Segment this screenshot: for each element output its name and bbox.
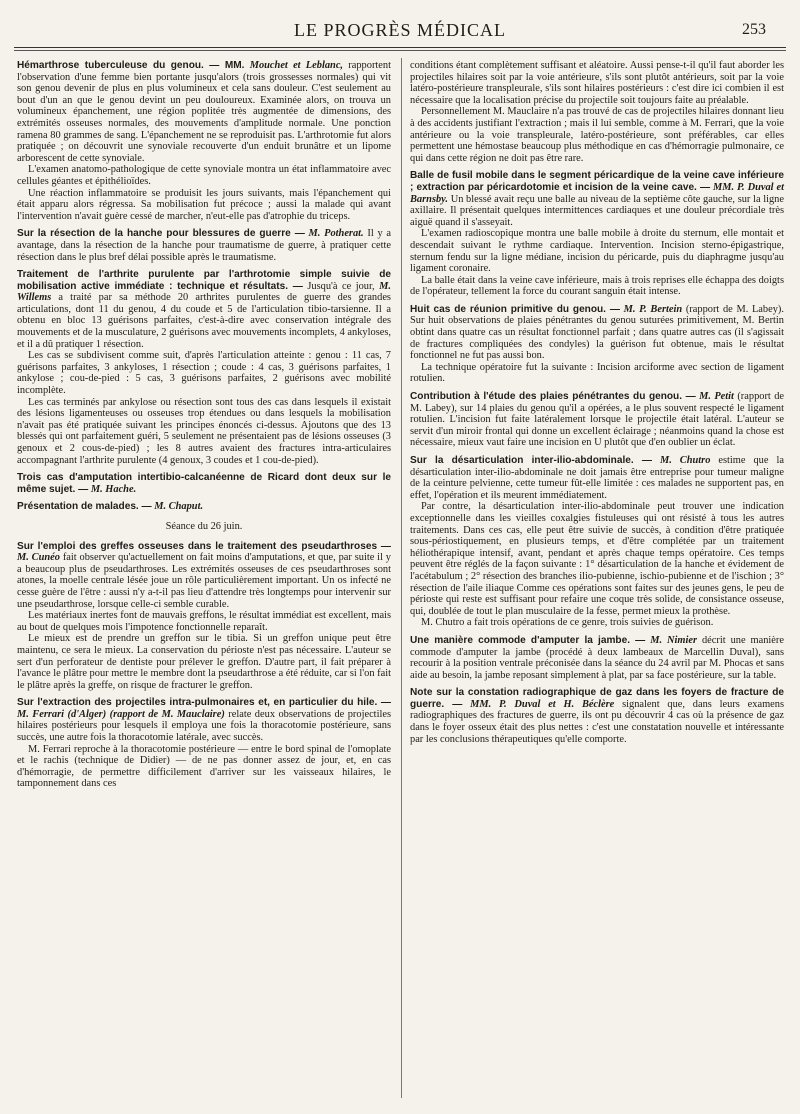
article-text: estime que la désarticulation inter-ilio-abdominale ne doit jamais être entreprise pour tumeur maligne de la ceinture pelvienne, cette tumeur fût-elle limitée : ces malades ne supportent pas, en effet, l'opération et ils meurent immédiatement. bbox=[410, 455, 784, 501]
article-lead bbox=[410, 455, 784, 501]
article-lead bbox=[17, 501, 391, 513]
article-authors: M. Hache. bbox=[90, 483, 137, 495]
article-title: Huit cas de réunion primitive du genou. — bbox=[410, 303, 620, 315]
header-rule bbox=[14, 47, 786, 48]
article-authors: M. Potherat. bbox=[308, 228, 364, 240]
article-title: Sur la désarticulation inter-ilio-abdominale. — bbox=[410, 455, 652, 466]
article-lead bbox=[17, 697, 391, 743]
journal-title: LE PROGRÈS MÉDICAL bbox=[293, 20, 506, 40]
article-desarticulation bbox=[410, 455, 784, 629]
article-authors: M. Petit bbox=[699, 391, 734, 403]
article-text: (rapport de M. Labey). Sur huit observations de plaies pénétrantes du genou suturées primitivement, M. Bertin obtint dans quatre cas un résultat fonctionnel parfait ; dans quatre autres cas (il s'agissait de fractures compliquées des condyles) la guérison fut obtenue, mais le résultat fonctionnel ne fut pas aussi bon. bbox=[410, 303, 784, 362]
article-title: Traitement de l'arthrite purulente par l'arthrotomie simple suivie de mobilisation active immédiate : technique et résultats. — bbox=[17, 269, 391, 292]
paragraph: M. Ferrari reproche à la thoracotomie postérieure — entre le bord spinal de l'omoplate et le rachis (technique de Didier) — de ne pas donner assez de jour, et, en cas d'hémorragie, de permettre difficilement d'arriver sur les vaisseaux hilaires, le tamponnement dans ces bbox=[17, 743, 391, 790]
article-reunion-genou bbox=[410, 304, 784, 385]
article-lead bbox=[410, 170, 784, 228]
article-projectiles-pulmonaires bbox=[17, 697, 391, 790]
paragraph: La balle était dans la veine cave inférieure, mais à trois reprises elle échappa des doigts de l'opérateur, tellement la force du courant sanguin était intense. bbox=[410, 274, 784, 298]
article-title: Sur la résection de la hanche pour blessures de guerre — bbox=[17, 228, 305, 240]
article-text: rapportent l'observation d'une femme bien portante jusqu'alors (trois grossesses normales) qui vit son genou devenir de plus en plus volumineux et cela sans douleur. C'est seulement au bout d'un an que le genou devint un peu douloureux. Examinée alors, on trouva un volumineux épanchement, une région poplitée très augmentée de dimensions, des extrémités osseuses normales, des mouvements d'amplitude normale. Une ponction ramena 80 grammes de sang. L'épanchement ne se reproduisit pas. L'arthrotomie fut alors pratiquée ; on découvrit une synoviale recouverte d'un enduit brunâtre et un lipome arborescent de cette synoviale. bbox=[17, 60, 391, 164]
article-text: décrit une manière commode d'amputer la jambe (procédé à deux lambeaux de Marcellin Duval), sans recourir à la position ventrale préconisée dans la séance du 24 avril par M. Phocas et sans aide au besoin, la jambe reposant simplement à plat, par sa face postérieure, sur la table. bbox=[410, 634, 784, 681]
article-amputer-jambe bbox=[410, 635, 784, 681]
article-balle-veine-cave bbox=[410, 170, 784, 298]
session-heading: Séance du 26 juin. bbox=[165, 520, 243, 532]
article-text: relate deux observations de projectiles hilaires postérieurs pour lesquels il employa une fois la thoracotomie postérieure, sans succès, une autre fois la thoracotomie latérale, avec succès. bbox=[17, 708, 391, 744]
article-lead bbox=[410, 304, 784, 362]
article-authors: M. P. Bertein bbox=[623, 303, 683, 315]
article-authors: Mouchet et Leblanc, bbox=[249, 60, 344, 71]
header-rule-thin bbox=[14, 50, 786, 51]
paragraph: Par contre, la désarticulation inter-ilio-abdominale peut trouver une indication exceptionnelle dans les vieilles coxalgies fistuleuses qui ont résisté à tous les autres traitements. Dans ces cas, elle peut être suivie de succès, à condition d'être pratiquée sous-périostiquement, en plusieurs temps, et d'être complétée par un traitement héliothérapique intensif, avant, pendant et après chaque temps opératoire. Ces temps peuvent être réglés de la façon suivante : 1° désarticulation de la hanche et évidement de l'acétabulum ; 2° résection des branches ilio-pubienne, ischio-pubienne et de l'ischion ; 3° résection de l'aile iliaque Comme ces opérations sont faites sur des jeunes gens, le peu de périoste qui reste est suffisant pour refaire une coque très solide, de consistance osseuse, qui, doublée de tout le plan musculaire de la fesse, permet mieux la prothèse. bbox=[410, 501, 784, 617]
article-title: Sur l'extraction des projectiles intra-pulmonaires et, en particulier du hile. — bbox=[17, 697, 391, 709]
paragraph: Le mieux est de prendre un greffon sur le tibia. Si un greffon unique peut être maintenu, ce sera le mieux. La conservation du périoste n'est pas nécessaire. L'auteur se sert d'un perforateur de dentiste pour prélever le greffon. D'autre part, il fait préparer à l'avance le plâtre pour mettre le membre dont la pseudarthrose a été réduite, car si l'on fait le plâtre après la greffe, on risque de fracturer le greffon. bbox=[17, 633, 391, 691]
article-text: Il y a avantage, dans la résection de la hanche pour traumatisme de guerre, à pratiquer cette résection dans le plus bref délai possible après le traumatisme. bbox=[17, 228, 391, 263]
article-authors: M. Chutro bbox=[659, 455, 711, 466]
article-authors: MM. P. Duval et Barnsby. bbox=[410, 181, 784, 205]
article-arthrite-purulente bbox=[17, 269, 391, 466]
article-title: Contribution à l'étude des plaies pénétrantes du genou. — bbox=[410, 391, 696, 403]
paragraph: conditions étant complètement suffisant et aléatoire. Aussi pense-t-il qu'il faut aborder les projectiles hilaires soit par la voie antérieure, s'ils sont plutôt antérieurs, soit par la voie latéro-postérieure transpleurale, s'ils sont hilaires postérieurs : c'est dire ici combien il est nécessaire que la localisation précise du projectile soit toujours faite au préalable. bbox=[410, 60, 784, 106]
article-lead bbox=[17, 541, 391, 611]
article-title: Présentation de malades. — bbox=[17, 501, 152, 513]
right-column bbox=[410, 60, 784, 745]
paragraph: Les matériaux inertes font de mauvais greffons, le résultat immédiat est excellent, mais au bout de quelques mois l'impotence fonctionnelle reparaît. bbox=[17, 610, 391, 633]
article-title: Hémarthrose tuberculeuse du genou. — MM. bbox=[17, 60, 245, 71]
article-text: signalent que, dans leurs examens radiographiques des fractures de guerre, ils ont pu découvrir 4 cas où la présence de gaz dans le foyer osseux était des plus nettes : c'est une constatation nouvelle et intéressante par les conclusions thérapeutiques qu'elle comporte. bbox=[410, 698, 784, 745]
article-text: (rapport de M. Labey), sur 14 plaies du genou qu'il a opérées, a le plus souvent respecté le ligament rotulien. L'incision fut faite latéralement lorsque le projectile était latéral. L'auteur se servit d'un miroir frontal qui donne un excellent éclairage ; néanmoins quand la chose est nécessaire, mieux vaut faire une incision en U plutôt que d'en oublier un éclat. bbox=[410, 391, 784, 449]
article-authors: M. Chaput. bbox=[154, 501, 204, 513]
article-title: Sur l'emploi des greffes osseuses dans le traitement des pseudarthroses — bbox=[17, 540, 391, 552]
article-resection-hanche bbox=[17, 228, 391, 263]
article-gaz-fracture bbox=[410, 687, 784, 745]
article-greffes-osseuses bbox=[17, 541, 391, 692]
article-text: Un blessé avait reçu une balle au niveau de la septième côte gauche, sur la ligne axillaire. Il présentait quelques intermittences cardiaques et une douleur précordiale très aiguë quand il s'asseyait. bbox=[410, 193, 784, 228]
article-lead bbox=[17, 228, 391, 263]
article-authors: M. Ferrari (d'Alger) (rapport de M. Mauclaire) bbox=[17, 708, 225, 720]
article-title: Note sur la constation radiographique de gaz dans les foyers de fracture de guerre. — bbox=[410, 687, 784, 710]
article-text: a traité par sa méthode 20 arthrites purulentes de guerre des grandes articulations, dont 11 du genou, 4 du coude et 5 de l'articulation tibio-tarsienne. Il a obtenu en bloc 13 guérisons parfaites, c'est-à-dire avec conservation intégrale des mouvements et de la musculature, 2 guérisons avec mouvements incomplets, 4 ankyloses, et il a dû pratiquer 1 résection. bbox=[17, 292, 391, 350]
column-divider bbox=[401, 58, 402, 1098]
paragraph: L'examen radioscopique montra une balle mobile à droite du sternum, elle montait et descendait suivant le rythme cardiaque. Intervention. Incision sterno-épigastrique, sternum fendu sur la ligne médiane, incision du péricarde, puis du diaphragme jusqu'au ligament coronaire. bbox=[410, 228, 784, 275]
left-column bbox=[17, 60, 391, 790]
article-text: fait observer qu'actuellement on fait moins d'amputations, et que, par suite il y a beaucoup plus de pseudarthroses. Les extrémités osseuses de ces pseudarthroses sont atones, la moelle centrale lésée joue un rôle particulièrement important. Un os infecté ne cesse guère de l'être : aussi n'y a-t-il pas lieu d'attendre très longtemps pour intervenir sur une pseudarthrose, lorsque celle-ci semble curable. bbox=[17, 552, 391, 610]
page-number: 253 bbox=[742, 21, 766, 38]
running-head bbox=[0, 18, 800, 44]
article-hemarthrose bbox=[17, 60, 391, 222]
paragraph: Une réaction inflammatoire se produisit les jours suivants, mais l'épanchement qui était apparu alors régressa. Sa mobilisation fut précoce ; aussi la malade qui avant l'intervention n'avait guère cessé de marcher, n'eut-elle pas d'atrophie du triceps. bbox=[17, 187, 391, 222]
article-title: Balle de fusil mobile dans le segment péricardique de la veine cave inférieure ; extraction par péricardotomie et incision de la veine cave. — bbox=[410, 170, 784, 193]
paragraph: Personnellement M. Mauclaire n'a pas trouvé de cas de projectiles hilaires donnant lieu à des accidents justifiant l'extraction ; mais il lui semble, comme à M. Ferrari, que la voie antérieure ou la voie transpleurale, latéro-postérieure, sont préférables, car elles permettent une hémostase beaucoup plus méthodique en cas d'hémorragie pulmonaire, ce qui dans cette région ne doit pas être rare. bbox=[410, 106, 784, 164]
article-lead bbox=[17, 60, 391, 164]
article-lead bbox=[17, 269, 391, 350]
article-lead bbox=[410, 635, 784, 681]
paragraph: Les cas se subdivisent comme suit, d'après l'articulation atteinte : genou : 11 cas, 7 guérisons parfaites, 3 ankyloses, 1 résection ; coude : 4 cas, 3 guérisons parfaites, 1 ankylose ; cou-de-pied : 5 cas, 3 guérisons parfaites, 2 guérisons avec mobilité incomplète. bbox=[17, 350, 391, 397]
article-authors: M. Nimier bbox=[650, 634, 698, 646]
article-authors: MM. P. Duval et H. Béclère bbox=[470, 698, 615, 710]
article-lead bbox=[410, 687, 784, 745]
article-lead bbox=[410, 391, 784, 449]
article-authors: M. Willems bbox=[17, 280, 391, 304]
article-title: Trois cas d'amputation intertibio-calcanéenne de Ricard dont deux sur le même sujet. — bbox=[17, 472, 391, 495]
paragraph: Les cas terminés par ankylose ou résection sont tous des cas dans lesquels il existait des lésions ligamenteuses ou osseuses trop étendues ou dans lesquels la mobilisation n'avait pas été pratiquée suivant les principes énoncés ci-dessus. Ajoutons que des 13 blessés qui ont parfaitement guéri, 5 seulement ne présentaient pas de lésions osseuses (3 genoux et 2 cous-de-pied) ; les 8 autres avaient des fractures intra-articulaires accompagnant l'arthrite purulente (4 genoux, 3 coudes et 1 cou-de-pied). bbox=[17, 396, 391, 466]
article-continuation bbox=[410, 60, 784, 164]
article-plaies-genou bbox=[410, 391, 784, 449]
article-amputation-ricard bbox=[17, 472, 391, 495]
article-text: Jusqu'à ce jour, bbox=[307, 280, 375, 292]
article-lead bbox=[17, 472, 391, 495]
article-title: Une manière commode d'amputer la jambe. — bbox=[410, 634, 646, 646]
paragraph: L'examen anatomo-pathologique de cette synoviale montra un état inflammatoire avec cellules géantes et épithélioïdes. bbox=[17, 164, 391, 187]
article-presentation-malades bbox=[17, 501, 391, 513]
paragraph: M. Chutro a fait trois opérations de ce genre, trois suivies de guérison. bbox=[421, 617, 714, 629]
article-authors: M. Cunéo bbox=[17, 552, 60, 564]
paragraph: La technique opératoire fut la suivante : Incision arciforme avec section de ligament rotulien. bbox=[410, 361, 784, 385]
